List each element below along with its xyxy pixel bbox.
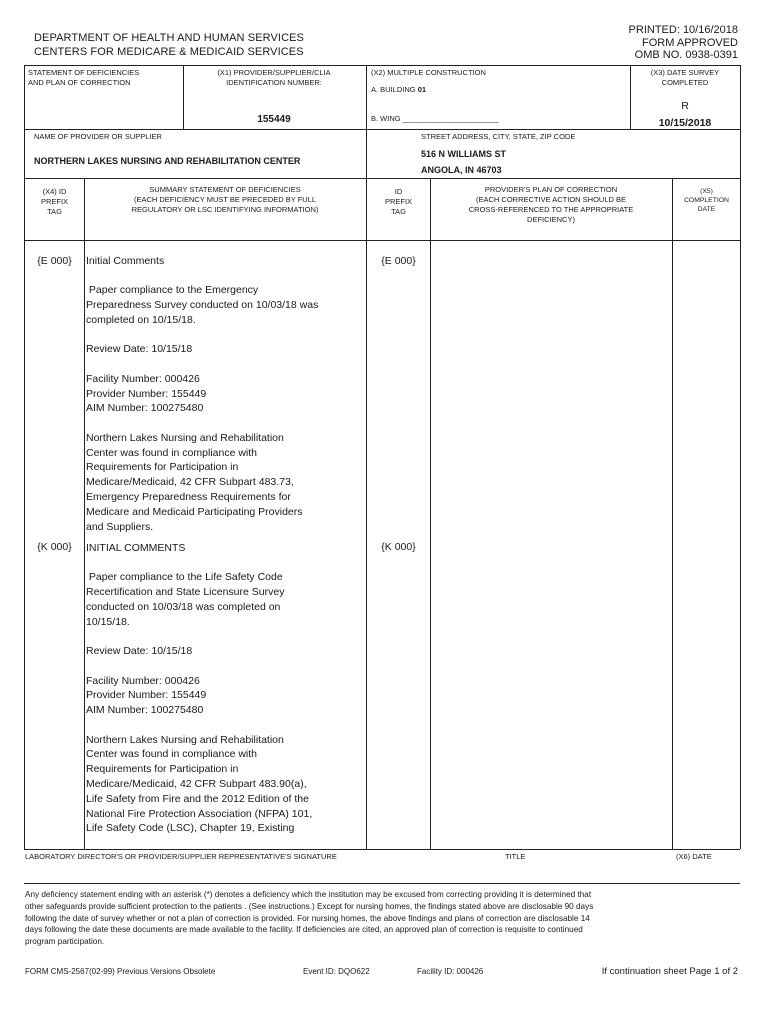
e000-title: Initial Comments [86,255,165,267]
x3-code: R [681,100,689,112]
k000-numbers: Facility Number: 000426 Provider Number: 155449 AIM Number: 100275480 [86,674,207,717]
printed-date: PRINTED: 10/16/2018 [628,24,738,36]
k000-review-date: Review Date: 10/15/18 [86,645,193,658]
col-id-header: ID PREFIX TAG [384,187,413,216]
rule-name-row [24,129,740,130]
form-approval-block [629,24,738,62]
divider-col-2 [366,178,367,849]
signature-date-label: (X6) DATE [676,852,712,861]
continuation-sheet: If continuation sheet Page 1 of 2 [601,966,738,977]
street-address: 516 N WILLIAMS ST [421,149,507,159]
department-name [34,32,304,59]
facility-id: Facility ID: 000426 [417,967,484,976]
dept-line-1: DEPARTMENT OF HEALTH AND HUMAN SERVICES [34,32,304,44]
e000-paragraph-compliance: Northern Lakes Nursing and Rehabilitation Center was found in compliance with Requirements for Participation in Medicare/Medicaid, 42 CFR Subpart 483.73, Emergency Preparedness Requirements for Medicare and Medicaid Participating Providers and Suppliers. [86,431,303,533]
divider-col-3 [430,178,431,849]
title-label: TITLE [505,852,526,861]
x1-label: (X1) PROVIDER/SUPPLIER/CLIA IDENTIFICATION NUMBER: [217,68,331,87]
form-approved: FORM APPROVED [642,36,738,49]
rule-body-bottom [24,849,740,850]
dept-line-2: CENTERS FOR MEDICARE & MEDICAID SERVICES [34,45,304,58]
rule-top [24,65,740,66]
address-label: STREET ADDRESS, CITY, STATE, ZIP CODE [421,132,576,141]
col-plan-header: PROVIDER'S PLAN OF CORRECTION (EACH CORRECTIVE ACTION SHOULD BE CROSS-REFERENCED TO THE APPROPRIATE DEFICIENCY) [468,185,634,224]
provider-name-label: NAME OF PROVIDER OR SUPPLIER [34,132,162,141]
k000-statement [86,541,364,836]
divider-x3 [630,65,631,129]
k000-title: INITIAL COMMENTS [86,542,186,554]
rule-body-top [24,240,740,241]
x2-label: (X2) MULTIPLE CONSTRUCTION [371,68,486,77]
e000-statement [86,254,364,534]
e000-numbers: Facility Number: 000426 Provider Number: 155449 AIM Number: 100275480 [86,372,207,415]
k000-paragraph-1: Paper compliance to the Life Safety Code Recertification and State Licensure Survey conducted on 10/03/18 was completed on 10/15/18. [86,571,285,628]
k000-id-tag: {K 000} [381,541,416,553]
omb-number: OMB NO. 0938-0391 [634,49,738,61]
signature-label: LABORATORY DIRECTOR'S OR PROVIDER/SUPPLIER REPRESENTATIVE'S SIGNATURE [25,852,337,861]
divider-x1 [183,65,184,129]
e000-prefix-tag: {E 000} [37,255,72,267]
form-number: FORM CMS-2567(02-99) Previous Versions Obsolete [25,967,216,976]
provider-number: 155449 [257,114,291,125]
survey-date: 10/15/2018 [658,117,712,129]
x3-label: (X3) DATE SURVEY COMPLETED [650,68,720,87]
col-x4-header: (X4) ID PREFIX TAG [40,187,69,216]
statement-label: STATEMENT OF DEFICIENCIES AND PLAN OF CORRECTION [28,68,140,87]
col-summary-header: SUMMARY STATEMENT OF DEFICIENCIES (EACH DEFICIENCY MUST BE PRECEDED BY FULL REGULATORY OR LSC IDENTIFYING INFORMATION) [131,185,319,214]
event-id: Event ID: DQO622 [303,967,370,976]
provider-name: NORTHERN LAKES NURSING AND REHABILITATION CENTER [34,156,301,166]
border-left [24,65,25,849]
border-right [740,65,741,849]
k000-paragraph-compliance: Northern Lakes Nursing and Rehabilitation Center was found in compliance with Requirements for Participation in Medicare/Medicaid, 42 CFR Subpart 483.90(a), Life Safety from Fire and the 2012 Edition of the National Fire Protection Association (NFPA) 101, Life Safety Code (LSC), Chapter 19, Existing [86,733,313,835]
rule-signature-bottom [24,883,740,884]
k000-prefix-tag: {K 000} [37,541,72,553]
e000-review-date: Review Date: 10/15/18 [86,343,193,356]
rule-column-header [24,178,740,179]
wing-field: B. WING _______________________ [371,114,499,123]
divider-col-4 [672,178,673,849]
e000-id-tag: {E 000} [381,255,416,267]
e000-paragraph-1: Paper compliance to the Emergency Preparedness Survey conducted on 10/03/18 was completed on 10/15/18. [86,284,319,326]
building-field: A. BUILDING 01 [371,85,427,94]
col-x5-header: (X5) COMPLETION DATE [684,188,729,213]
divider-col-1 [84,178,85,849]
city-state-zip: ANGOLA, IN 46703 [421,165,502,175]
disclosure-note: Any deficiency statement ending with an asterisk (*) denotes a deficiency which the institution may be excused from correcting providing it is determined that other safeguards provide sufficient protection to the patients . (See instructions.) Except for nursing homes, the findings stated above are disclosable 90 days following the date of survey whether or not a plan of correction is provided. For nursing homes, the above findings and plans of correction are disclosable 14 days following the date these documents are made available to the facility. If deficiencies are cited, an approved plan of correction is requisite to continued program participation. [25,890,594,947]
divider-x2 [366,65,367,178]
